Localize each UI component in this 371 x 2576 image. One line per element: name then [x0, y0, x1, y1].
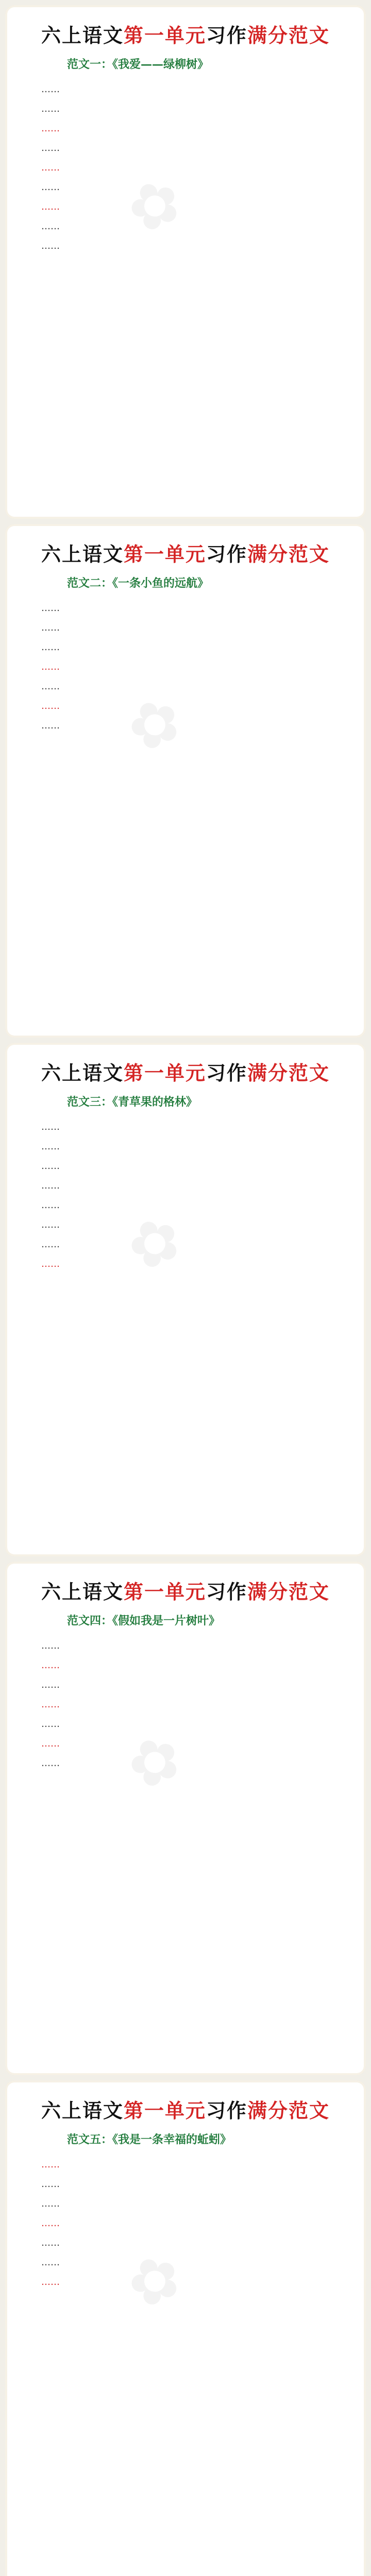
watermark: ✿ — [116, 681, 194, 768]
paragraph: …… — [41, 1738, 60, 1749]
paragraph: …… — [41, 1660, 60, 1671]
paragraph: …… — [41, 2198, 60, 2209]
card-title: 六上语文第一单元习作满分范文 — [41, 2099, 330, 2122]
essay-subtitle: 范文二：《一条小鱼的远航》 — [67, 577, 209, 590]
paragraph: …… — [41, 2159, 60, 2170]
card-title: 六上语文第一单元习作满分范文 — [41, 24, 330, 47]
card-title: 六上语文第一单元习作满分范文 — [41, 1580, 330, 1603]
paragraph: …… — [41, 1719, 60, 1730]
paragraph: …… — [41, 1141, 60, 1152]
paragraph: …… — [41, 2238, 60, 2248]
paragraph: …… — [41, 2179, 60, 2190]
essay-body — [23, 2158, 348, 2295]
paragraph: …… — [41, 642, 60, 653]
paragraph: …… — [41, 662, 60, 672]
essay-card-5 — [5, 2080, 366, 2576]
watermark: ✿ — [116, 2238, 194, 2325]
paragraph: …… — [41, 162, 60, 173]
paragraph: …… — [41, 201, 60, 212]
essay-subtitle: 范文四：《假如我是一片树叶》 — [67, 1615, 221, 1628]
paragraph: …… — [41, 84, 60, 95]
paragraph: …… — [41, 1758, 60, 1769]
paragraph: …… — [41, 1219, 60, 1230]
essay-subtitle: 范文五：《我是一条幸福的蚯蚓》 — [67, 2133, 232, 2146]
essay-body — [23, 601, 348, 738]
watermark: ✿ — [116, 1719, 194, 1806]
paragraph: …… — [41, 1259, 60, 1269]
paragraph: …… — [41, 1680, 60, 1690]
paragraph: …… — [41, 720, 60, 731]
paragraph: …… — [41, 603, 60, 614]
paragraph: …… — [41, 681, 60, 692]
essay-card-1 — [5, 5, 366, 519]
watermark: ✿ — [116, 162, 194, 249]
essay-body — [23, 1120, 348, 1277]
essay-card-2 — [5, 524, 366, 1038]
paragraph: …… — [41, 1699, 60, 1710]
paragraph: …… — [41, 1200, 60, 1211]
paragraph: …… — [41, 1239, 60, 1250]
essay-subtitle: 范文三：《青草果的格林》 — [67, 1096, 198, 1109]
paragraph: …… — [41, 241, 60, 251]
paragraph: …… — [41, 2218, 60, 2229]
essay-body — [23, 82, 348, 259]
essay-subtitle: 范文一：《我爱——绿柳树》 — [67, 58, 209, 71]
paragraph: …… — [41, 2277, 60, 2287]
watermark: ✿ — [116, 1200, 194, 1287]
paragraph: …… — [41, 1180, 60, 1191]
paragraph: …… — [41, 143, 60, 154]
paragraph: …… — [41, 701, 60, 711]
card-title: 六上语文第一单元习作满分范文 — [41, 1061, 330, 1084]
paragraph: …… — [41, 622, 60, 633]
paragraph: …… — [41, 1640, 60, 1651]
essay-card-4 — [5, 1562, 366, 2075]
paragraph: …… — [41, 221, 60, 232]
essay-body — [23, 1639, 348, 1776]
essay-card-3 — [5, 1043, 366, 1556]
paragraph: …… — [41, 182, 60, 193]
paragraph: …… — [41, 104, 60, 114]
paragraph: …… — [41, 123, 60, 134]
paragraph: …… — [41, 2257, 60, 2268]
paragraph: …… — [41, 1161, 60, 1172]
paragraph: …… — [41, 1122, 60, 1132]
card-title: 六上语文第一单元习作满分范文 — [41, 543, 330, 566]
